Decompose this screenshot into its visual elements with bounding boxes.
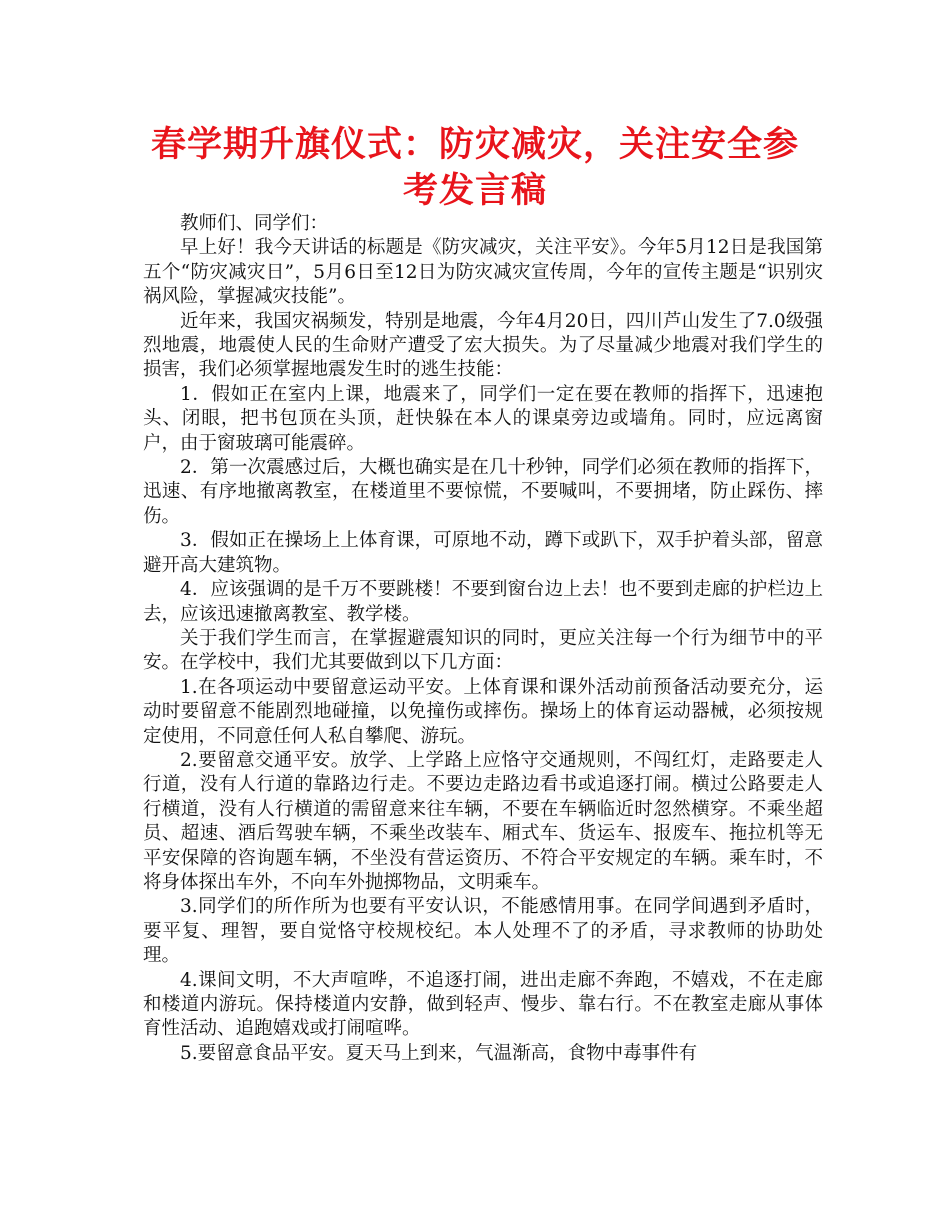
paragraph: 3．假如正在操场上上体育课，可原地不动，蹲下或趴下，双手护着头部，留意避开高大建筑物。 [143,530,823,576]
document-body [143,212,823,1066]
paragraph: 5.要留意食品平安。夏天马上到来，气温渐高，食物中毒事件有 [180,1042,698,1064]
paragraph: 2.要留意交通平安。放学、上学路上应恪守交通规则，不闯红灯，走路要走人行道，没有人行道的靠路边行走。不要边走路边看书或追逐打闹。横过公路要走人行横道，没有人行横道的需留意来往车辆，不要在车辆临近时忽然横穿。不乘坐超员、超速、酒后驾驶车辆，不乘坐改装车、厢式车、货运车、报废车、拖拉机等无平安保障的咨询题车辆，不坐没有营运资历、不符合平安规定的车辆。乘车时，不将身体探出车外，不向车外抛掷物品，文明乘车。 [143,749,823,893]
paragraph: 1.在各项运动中要留意运动平安。上体育课和课外活动前预备活动要充分，运动时要留意不能剧烈地碰撞，以免撞伤或摔伤。操场上的体育运动器械，必须按规定使用，不同意任何人私自攀爬、游玩。 [143,676,823,747]
paragraph: 关于我们学生而言，在掌握避震知识的同时，更应关注每一个行为细节中的平安。在学校中，我们尤其要做到以下几方面： [143,627,823,674]
paragraph: 4．应该强调的是千万不要跳楼！不要到窗台边上去！也不要到走廊的护栏边上去，应该迅速撤离教室、教学楼。 [143,579,823,625]
paragraph: 早上好！我今天讲话的标题是《防灾减灾，关注平安》。今年5月12日是我国第五个“防灾减灾日”，5月6日至12日为防灾减灾宣传周，今年的宣传主题是“识别灾祸风险，掌握减灾技能”。 [143,237,823,308]
paragraph: 2．第一次震感过后，大概也确实是在几十秒钟，同学们必须在教师的指挥下，迅速、有序地撤离教室，在楼道里不要惊慌，不要喊叫，不要拥堵，防止踩伤、摔伤。 [143,457,823,527]
paragraph-salutation: 教师们、同学们： [180,213,329,234]
paragraph: 3.同学们的所作所为也要有平安认识，不能感情用事。在同学间遇到矛盾时，要平复、理智，要自觉恪守校规校纪。本人处理不了的矛盾，寻求教师的协助处理。 [143,896,823,967]
paragraph: 4.课间文明，不大声喧哗，不追逐打闹，进出走廊不奔跑，不嬉戏，不在走廊和楼道内游玩。保持楼道内安静，做到轻声、慢步、靠右行。不在教室走廊从事体育性活动、追跑嬉戏或打闹喧哗。 [143,969,823,1040]
document-title: 春学期升旗仪式：防灾减灾，关注安全参考发言稿 [150,125,799,211]
paragraph: 1．假如正在室内上课，地震来了，同学们一定在要在教师的指挥下，迅速抱头、闭眼，把书包顶在头顶，赶快躲在本人的课桌旁边或墙角。同时，应远离窗户，由于窗玻璃可能震碎。 [143,383,823,454]
paragraph: 近年来，我国灾祸频发，特别是地震，今年4月20日，四川芦山发生了7.0级强烈地震，地震使人民的生命财产遭受了宏大损失。为了尽量减少地震对我们学生的损害，我们必须掌握地震发生时的逃生技能： [143,310,823,381]
